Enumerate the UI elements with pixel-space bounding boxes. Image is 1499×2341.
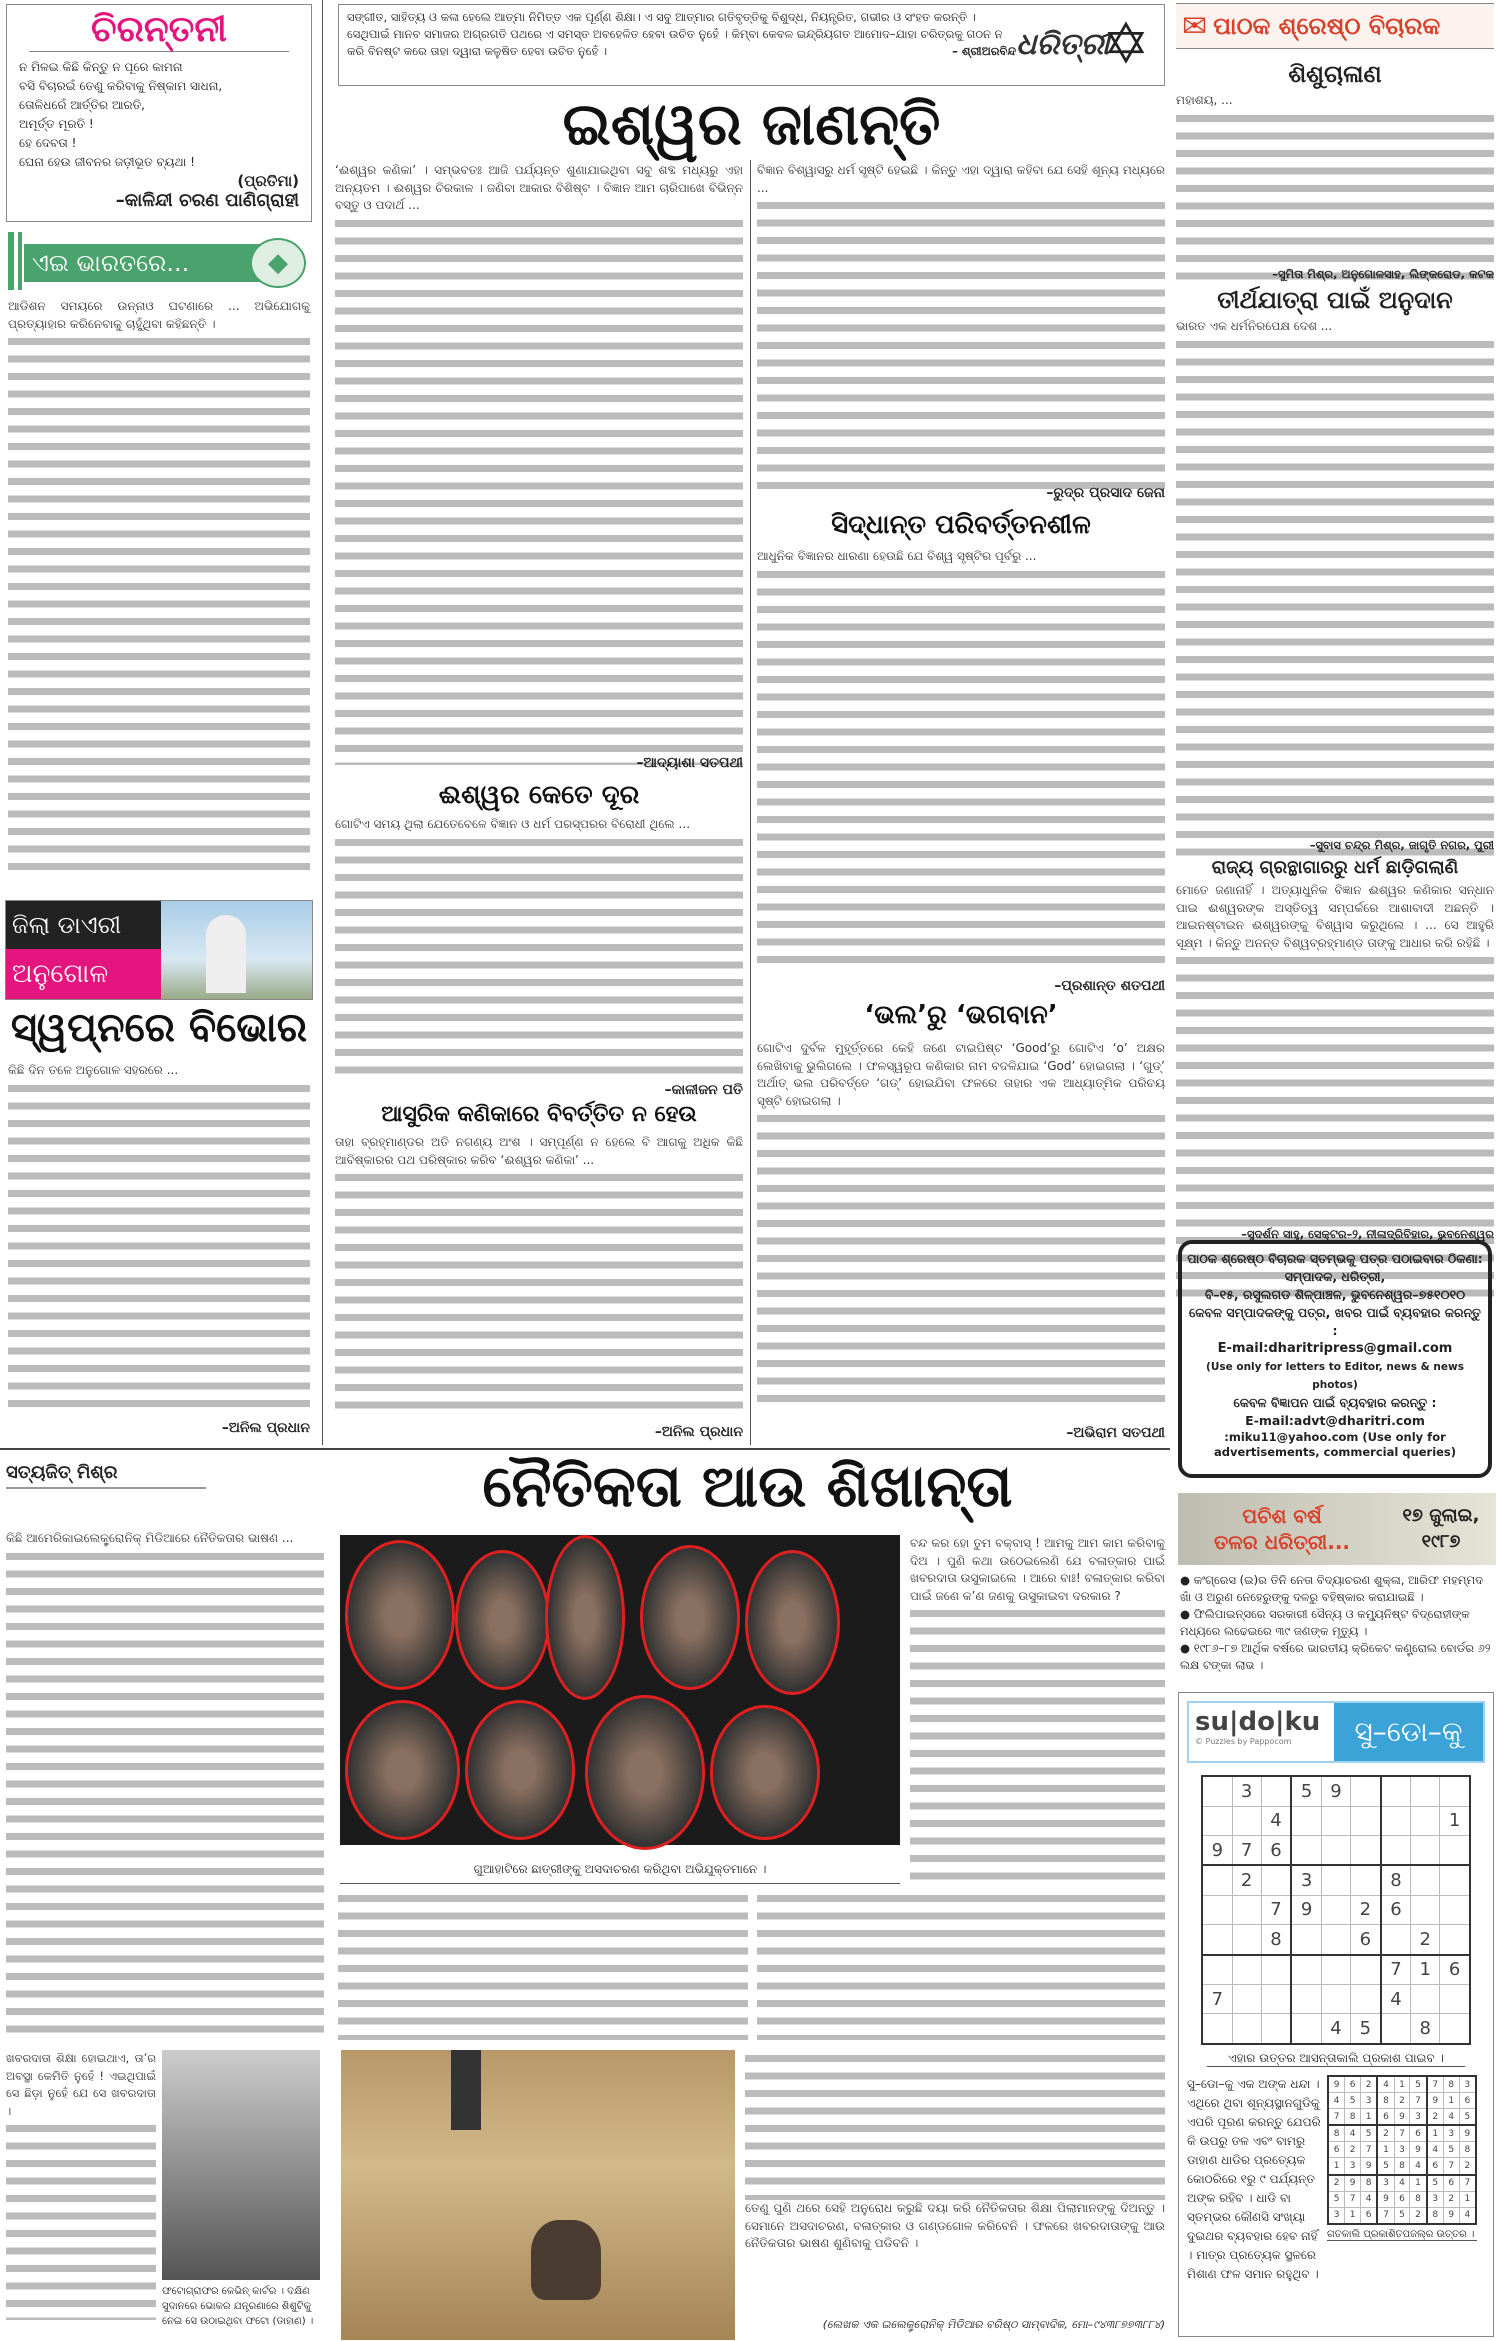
sudoku-cell[interactable] xyxy=(1381,1806,1411,1835)
sudoku-cell: 6 xyxy=(1410,2125,1427,2142)
sudoku-cell: 3 xyxy=(1459,2076,1476,2093)
sudoku-cell: 9 xyxy=(1321,1776,1350,1806)
sudoku-cell: 9 xyxy=(1345,2175,1361,2192)
sudoku-cell[interactable] xyxy=(1440,1925,1470,1955)
sudoku-cell: 1 xyxy=(1360,2109,1377,2126)
sudoku-cell: 7 xyxy=(1459,2175,1476,2192)
sudoku-cell[interactable] xyxy=(1411,1806,1440,1835)
quote-text: ସଙ୍ଗୀତ, ସାହିତ୍ୟ ଓ କଳା ହେଲେ ଆତ୍ମା ନିମିତ୍ତ ଏକ ପୂର୍ଣ୍ଣ ଶିକ୍ଷା। ଏ ସବୁ ଆତ୍ମାର ଗତିବୃତ୍ତିକୁ ବିଶୁଦ୍ଧ, ନିୟନ୍ତ୍ରିତ, ଗଭୀର ଓ ସଂହତ କରନ୍ତି । ସେଥିପାଇଁ ମାନବ ସମାଜର ଅଗ୍ରଗତି ପଥରେ ଏ ସମସ୍ତ ଅବହେଳିତ ହେବା ଉଚିତ ନୁହେଁ । କିମ୍ବା କେବଳ ଇନ୍ଦ୍ରିୟଗତ ଆମୋଦ–ଯାହା ଚରିତ୍ରକୁ ଗଠନ ନ କରି ବିନଷ୍ଟ କରେ ତାହା ଦ୍ୱାରା କଳୁଷିତ ହେବା ଉଚିତ ନୁହେଁ । xyxy=(347,10,1003,58)
sudoku-cell: 6 xyxy=(1377,2109,1394,2126)
sudoku-cell: 5 xyxy=(1345,2093,1361,2109)
author-footnote: (ଲେଖକ ଏକ ଇଲେକ୍ଟ୍ରୋନିକ୍ ମିଡିଆର ବରିଷ୍ଠ ସାମ୍ବାଦିକ, ମୋ–୯୪୩୮୭୭୩୮୮୪) xyxy=(822,2318,1165,2331)
sudoku-cell: 8 xyxy=(1381,1865,1411,1895)
contact-line: ପାଠକ ଶ୍ରେଷ୍ଠ ବିଚାରକ ସ୍ତମ୍ଭକୁ ପତ୍ର ପଠାଇବାର ଠିକଣା: xyxy=(1187,1251,1483,1266)
sudoku-cell[interactable] xyxy=(1232,1895,1261,1924)
column-divider xyxy=(322,0,323,1445)
sudoku-cell[interactable] xyxy=(1350,1835,1380,1865)
subheadline: ଈଶ୍ୱର କେତେ ଦୂର xyxy=(438,780,640,810)
sudoku-cell[interactable] xyxy=(1381,1776,1411,1806)
feature-headline: ନୈତିକତା ଆଉ ଶିଖାନ୍ତା xyxy=(482,1452,1013,1520)
news-bullet: ● ୧୯୮୬–୮୭ ଆର୍ଥିକ ବର୍ଷରେ ଭାରତୀୟ କ୍ରିକେଟ କଣ୍ଟ୍ରୋଲ ବୋର୍ଡର ୬୨ ଲକ୍ଷ ଟଙ୍କା ଲାଭ । xyxy=(1180,1641,1491,1672)
sudoku-cell: 4 xyxy=(1360,2191,1377,2207)
sudoku-cell: 4 xyxy=(1321,2014,1350,2044)
sudoku-cell[interactable] xyxy=(1381,2014,1411,2044)
sudoku-cell[interactable] xyxy=(1411,1895,1440,1924)
contact-line: କେବଳ ସମ୍ପାଦକଙ୍କୁ ପତ୍ର, ଖବର ପାଇଁ ବ୍ୟବହାର କରନ୍ତୁ : xyxy=(1189,1305,1481,1338)
letter-text: ମୋତେ ଜଣାନାହିଁ । ଅତ୍ୟାଧୁନିକ ବିଜ୍ଞାନ ଈଶ୍ୱର କଣିକାର ସନ୍ଧାନ ପାଇ ଈଶ୍ୱରଙ୍କ ଅସ୍ତିତ୍ୱ ସମ୍ପର୍କରେ ଆଶାବାଦୀ ଅଛନ୍ତି । ଆଇନଷ୍ଟାଇନ ଈଶ୍ୱରଙ୍କୁ ବିଶ୍ୱାସ କରୁଥିଲେ । ... ସେ ଆହୁରି ସୂକ୍ଷ୍ମ । କିନ୍ତୁ ଅନନ୍ତ ବିଶ୍ୱବ୍ରହ୍ମାଣ୍ଡ ତାଙ୍କୁ ଆଧାର କରି ରହିଛି । xyxy=(1176,882,1494,1227)
sudoku-cell[interactable] xyxy=(1291,1835,1321,1865)
sudoku-cell: 7 xyxy=(1394,2125,1410,2142)
sudoku-grid[interactable] xyxy=(1201,1775,1471,2045)
sudoku-cell: 7 xyxy=(1345,2191,1361,2207)
column-divider xyxy=(750,160,751,1445)
sudoku-cell[interactable] xyxy=(1232,1925,1261,1955)
sudoku-cell: 7 xyxy=(1381,1955,1411,1985)
sudoku-cell: 3 xyxy=(1443,2125,1459,2142)
answer-note: ଏହାର ଉତ୍ତର ଆସନ୍ତାକାଲି ପ୍ରକାଶ ପାଇବ । xyxy=(1207,2051,1465,2067)
sudoku-cell: 8 xyxy=(1427,2207,1444,2224)
sudoku-cell[interactable] xyxy=(1350,1865,1380,1895)
highlight-circle xyxy=(745,1550,840,1695)
sudoku-cell: 5 xyxy=(1443,2142,1459,2158)
sudoku-cell[interactable] xyxy=(1232,2014,1261,2044)
sudoku-cell: 6 xyxy=(1345,2076,1361,2093)
sudoku-cell: 7 xyxy=(1427,2076,1444,2093)
letter-byline: –ସୁମିତା ମିଶ୍ର, ଅନୁଗୋଳସାହ, ଲିଙ୍କରୋଡ, କଟକ xyxy=(1272,267,1494,281)
sudoku-cell: 5 xyxy=(1377,2158,1394,2175)
sudoku-cell: 9 xyxy=(1377,2191,1394,2207)
sudoku-cell: 1 xyxy=(1377,2142,1394,2158)
main-col2c-text: ଗୋଟିଏ ଦୁର୍ବଳ ମୁହୂର୍ତ୍ତରେ କେହି ଜଣେ ଟାଇପିଷ୍ଟ ‘Good’ରୁ ଗୋଟିଏ ‘o’ ଅକ୍ଷର ଲେଖିବାକୁ ଭୁଲିଗଲେ । ଫଳସ୍ୱରୂପ କଣିକାର ନାମ ବଦଳିଯାଇ ‘God’ ହୋଇଗଲା । ‘ଗୁଡ୍’ ଅର୍ଥାତ୍ ଭଲ ପରିବର୍ତ୍ତେ ‘ଗଡ୍’ ହୋଇଯିବା ଫଳରେ ତାହାର ଏକ ଆଧ୍ୟାତ୍ମିକ ପରିଚୟ ସୃଷ୍ଟି ହୋଇଗଲା । xyxy=(757,1040,1165,1425)
sudoku-cell[interactable] xyxy=(1202,1925,1232,1955)
sudoku-cell: 3 xyxy=(1360,2093,1377,2109)
sudoku-cell[interactable] xyxy=(1321,1955,1350,1985)
highlight-circle xyxy=(545,1535,625,1700)
sudoku-cell: 5 xyxy=(1394,2207,1410,2224)
sudoku-cell[interactable] xyxy=(1261,1776,1291,1806)
sudoku-cell: 4 xyxy=(1443,2109,1459,2126)
sudoku-cell[interactable] xyxy=(1440,1985,1470,2014)
letter-text: ଭାରତ ଏକ ଧର୍ମନିରପେକ୍ଷ ଦେଶ ... xyxy=(1176,318,1494,838)
sudoku-cell[interactable] xyxy=(1440,1776,1470,1806)
sudoku-cell: 7 xyxy=(1443,2158,1459,2175)
sudoku-cell: 1 xyxy=(1440,1806,1470,1835)
letter-text: ମହାଶୟ, ... xyxy=(1176,92,1494,267)
sudoku-cell[interactable] xyxy=(1261,2014,1291,2044)
anniversary-title: ପଚିଶ ବର୍ଷ xyxy=(1242,1504,1322,1528)
sudoku-cell: 6 xyxy=(1360,2207,1377,2224)
anniversary-title: ତଳର ଧରିତ୍ରୀ... xyxy=(1213,1530,1351,1554)
sudoku-cell: 9 xyxy=(1459,2125,1476,2142)
feature-mid-text xyxy=(757,1890,1165,2040)
jila-diary-label: ଜିଲା ଡାଏରୀ xyxy=(6,901,161,949)
sudoku-cell: 6 xyxy=(1440,1955,1470,1985)
subheadline: ଆସୁରିକ କଣିକାରେ ବିବର୍ତ୍ତିତ ନ ହେଉ xyxy=(381,1102,697,1127)
sudoku-cell[interactable] xyxy=(1381,1925,1411,1955)
letters-section-title: ପାଠକ ଶ୍ରେଷ୍ଠ ବିଚାରକ xyxy=(1213,12,1441,40)
letters-header xyxy=(1176,3,1494,49)
sudoku-cell: 8 xyxy=(1410,2191,1427,2207)
sudoku-cell: 3 xyxy=(1410,2109,1427,2126)
advt-email-note[interactable]: :miku11@yahoo.com (Use only for advertisements, commercial queries) xyxy=(1213,1430,1457,1459)
sudoku-cell: 3 xyxy=(1291,1865,1321,1895)
sudoku-cell: 9 xyxy=(1291,1895,1321,1924)
anniversary-date: ୧୭ ଜୁଲାଇ, xyxy=(1402,1505,1480,1526)
poem xyxy=(19,58,299,172)
sudoku-cell: 7 xyxy=(1328,2109,1345,2126)
sudoku-cell[interactable] xyxy=(1321,1865,1350,1895)
sudoku-cell: 7 xyxy=(1261,1895,1291,1924)
sudoku-cell: 1 xyxy=(1345,2207,1361,2224)
letters-list xyxy=(1176,56,1494,1242)
poem-line: ଘେନା ହେଉ ଜୀବନର ଜଡ଼ୀଭୂତ ବ୍ୟଥା ! xyxy=(19,155,195,169)
byline: –ଅଭିରାମ ସତପଥୀ xyxy=(1066,1425,1165,1441)
poem-line: ଅମୂର୍ତ୍ତ ମୂରତି ! xyxy=(19,117,94,131)
sudoku-cell[interactable] xyxy=(1411,1835,1440,1865)
sudoku-brand: su xyxy=(1195,1707,1229,1737)
contact-line: ବି–୧୫, ରସୁଲଗଡ ଶିଳ୍ପାଞ୍ଚଳ, ଭୁବନେଶ୍ୱର–୭୫୧୦୧୦ xyxy=(1204,1287,1466,1302)
sudoku-cell: 7 xyxy=(1232,1835,1261,1865)
sudoku-cell[interactable] xyxy=(1291,1806,1321,1835)
sudoku-cell: 8 xyxy=(1345,2109,1361,2126)
sudoku-box xyxy=(1178,1692,1494,2337)
sudoku-cell: 3 xyxy=(1427,2191,1444,2207)
sudoku-cell: 1 xyxy=(1411,1955,1440,1985)
sudoku-cell[interactable] xyxy=(1411,1865,1440,1895)
letter-title: ଶିଶୁଚାଳାଣ xyxy=(1288,60,1382,88)
sudoku-cell: 2 xyxy=(1443,2191,1459,2207)
sudoku-cell: 2 xyxy=(1459,2158,1476,2175)
solution-caption: ଗତକାଲି ପ୍ରକାଶିତପଜଲ୍‌ର ଉତ୍ତର । xyxy=(1327,2229,1477,2241)
sudoku-cell: 8 xyxy=(1261,1925,1291,1955)
sudoku-cell[interactable] xyxy=(1440,1835,1470,1865)
feature-left-text: କିଛି ଆମେରିକାଇଲେକ୍ଟ୍ରୋନିକ୍‌ ମିଡିଆରେ ନୈତିକତାର ଭାଷଣ ... xyxy=(6,1530,324,2045)
solution-grid xyxy=(1327,2075,1477,2225)
sudoku-cell: 9 xyxy=(1360,2158,1377,2175)
sudoku-cell: 6 xyxy=(1459,2093,1476,2109)
swapnare-text: କିଛି ଦିନ ତଳେ ଅନୁଗୋଳ ସହରରେ ... xyxy=(8,1062,310,1422)
letter-title: ତୀର୍ଥଯାତ୍ରା ପାଇଁ ଅନୁଦାନ xyxy=(1217,286,1453,314)
sudoku-cell: 2 xyxy=(1377,2125,1394,2142)
sudoku-cell: 4 xyxy=(1328,2093,1345,2109)
photographer-photo xyxy=(162,2050,320,2280)
quote-box xyxy=(338,4,1165,86)
sudoku-cell: 5 xyxy=(1427,2175,1444,2192)
sudoku-cell: 2 xyxy=(1394,2093,1410,2109)
district-label: ଅନୁଗୋଳ xyxy=(6,949,161,999)
main-col1c-text: ତାହା ବ୍ରହ୍ମାଣ୍ଡର ଅତି ନଗଣ୍ୟ ଅଂଶ । ସମ୍ପୂର୍ଣ୍ଣ ନ ହେଲେ ବି ଆଗକୁ ଅଧିକ କିଛି ଆବିଷ୍କାରର ପଥ ପରିଷ୍କାର କରିବ ‘ଈଶ୍ୱର କଣିକା’ ... xyxy=(335,1134,743,1422)
sudoku-credit: © Puzzles by Pappocom xyxy=(1195,1737,1292,1746)
poem-source: (ପ୍ରତିମା) xyxy=(237,172,299,190)
feature-mid-text xyxy=(338,1890,748,2040)
sudoku-cell: 9 xyxy=(1394,2109,1410,2126)
star-emblem-icon: ✡ xyxy=(1102,12,1150,77)
sudoku-cell: 6 xyxy=(1261,1835,1291,1865)
byline: –ଆଦ୍ୟାଶା ସତପଥୀ xyxy=(636,755,743,771)
highlight-circle xyxy=(345,1540,455,1690)
anniversary-bullets xyxy=(1180,1572,1494,1674)
sudoku-cell: 3 xyxy=(1394,2142,1410,2158)
byline: –ଅନିଲ ପ୍ରଧାନ xyxy=(221,1420,310,1436)
sudoku-cell: 7 xyxy=(1410,2093,1427,2109)
sudoku-cell[interactable] xyxy=(1232,1806,1261,1835)
sudoku-cell: 9 xyxy=(1427,2093,1444,2109)
sudoku-cell: 3 xyxy=(1377,2175,1394,2192)
temple-photo xyxy=(161,901,312,999)
envelope-pen-icon: ✉ xyxy=(1182,8,1208,44)
sudoku-cell[interactable] xyxy=(1321,1835,1350,1865)
feature-bottom-text: ତେଣୁ ପୁଣି ଥରେ ସେହି ଅନୁରୋଧ କରୁଛି ଦୟା କରି ନୈତିକତାର ଶିକ୍ଷା ପିଲାମାନଙ୍କୁ ଦିଅନ୍ତୁ । ସେମାନେ ଅସଦାଚରଣ, ବଳାତ୍କାର ଓ ଗଣ୍ଡଗୋଳ କରିବେନି । ଫଳରେ ଖବରଦାତାଙ୍କୁ ଆଉ ନୈତିକତାର ଭାଷଣ ଶୁଣିବାକୁ ପଡିବନି । xyxy=(745,2050,1165,2310)
sudoku-cell[interactable] xyxy=(1261,1865,1291,1895)
sudoku-cell[interactable] xyxy=(1350,1985,1380,2014)
sudoku-header: su|do|ku © Puzzles by Pappocom ସୁ–ଡୋ–କୁ xyxy=(1187,1701,1485,1763)
sudoku-cell: 6 xyxy=(1381,1895,1411,1924)
byline: –ପ୍ରଶାନ୍ତ ଶତପଥୀ xyxy=(1054,978,1165,994)
sudoku-cell: 1 xyxy=(1443,2093,1459,2109)
sudoku-cell: 7 xyxy=(1202,1985,1232,2014)
poem-author: –କାଳିନ୍ଦୀ ଚରଣ ପାଣିଗ୍ରାହୀ xyxy=(115,190,299,211)
anniversary-banner xyxy=(1178,1493,1496,1565)
sudoku-cell[interactable] xyxy=(1232,1955,1261,1985)
sudoku-cell: 2 xyxy=(1360,2076,1377,2093)
poem-line: ହେ ଦେବତା ! xyxy=(19,136,77,150)
sudoku-cell: 9 xyxy=(1410,2142,1427,2158)
sudoku-cell: 5 xyxy=(1360,2125,1377,2142)
sudoku-cell: 5 xyxy=(1459,2109,1476,2126)
sudoku-cell[interactable] xyxy=(1381,1835,1411,1865)
photo-caption: ଗୁଆହାଟିରେ ଛାତ୍ରୀଙ୍କୁ ଅସଦାଚରଣ କରିଥିବା ଅଭିଯୁକ୍ତମାନେ । xyxy=(340,1862,900,1884)
sudoku-cell: 2 xyxy=(1328,2175,1345,2192)
main-headline: ଇଶ୍ୱର ଜାଣନ୍ତି xyxy=(562,90,941,158)
contact-line: (Use only for letters to Editor, news & news photos) xyxy=(1206,1361,1464,1391)
poem-line: ତୋଳିଧରେଁ ଆର୍ତ୍ତିର ଆରତି, xyxy=(19,98,145,112)
main-col1-text: ‘ଈଶ୍ୱର କଣିକା’ । ସମ୍ଭବତଃ ଆଜି ପର୍ଯ୍ୟନ୍ତ ଶୁଣାଯାଇଥିବା ସବୁ ଶବ୍ଦ ମଧ୍ୟରୁ ଏହା ଅନ୍ୟତମ । ଈଶ୍ୱର ଚିରକାଳ । ଜଣିବା ଆକାର ବିଶିଷ୍ଟ । ବିଜ୍ଞାନ ଆମ ଚାରିପାଖେ ବିଭିନ୍ନ ବସ୍ତୁ ଓ ପଦାର୍ଥ ... xyxy=(335,162,743,757)
sudoku-cell: 4 xyxy=(1427,2142,1444,2158)
feature-author: ସତ୍ୟଜିତ୍ ମିଶ୍ର xyxy=(6,1462,206,1489)
highlight-circle xyxy=(710,1705,820,1840)
chirantani-box xyxy=(6,4,312,222)
sudoku-brand: do xyxy=(1238,1707,1275,1737)
sudoku-cell[interactable] xyxy=(1350,1955,1380,1985)
sudoku-cell: 6 xyxy=(1350,1925,1380,1955)
news-bullet: ● ଫିଲିପାଇନ୍ସରେ ସରକାରୀ ସୈନ୍ୟ ଓ କମ୍ୟୁନିଷ୍ଟ ବିଦ୍ରୋହୀଙ୍କ ମଧ୍ୟରେ ଲଢେଇରେ ୩୯ ଜଣଙ୍କ ମୃତ୍ୟୁ । xyxy=(1180,1607,1470,1638)
highlight-circle xyxy=(455,1550,550,1690)
sudoku-cell: 9 xyxy=(1202,1835,1232,1865)
byline: –କାଳୀଜନ ପତି xyxy=(664,1082,743,1098)
poem-line: ବସି ବିଚାରଇଁ ତେଣୁ କରିବାକୁ ନିଷ୍କାମ ସାଧନା, xyxy=(19,79,223,93)
sudoku-cell: 4 xyxy=(1261,1806,1291,1835)
ei-bharatare-text: ଆଡିଶନ ସମୟରେ ଉନ୍ନାଓ ଘଟଣାରେ ... ଅଭିଯୋଗକୁ ପ୍ରତ୍ୟାହାର କରିନେବାକୁ ଚାହୁଁଥିବା କହିଛନ୍ତି । xyxy=(8,298,310,878)
advt-email-link[interactable]: E-mail:advt@dharitri.com xyxy=(1245,1413,1425,1428)
sudoku-cell: 3 xyxy=(1328,2207,1345,2224)
sudoku-cell[interactable] xyxy=(1321,1925,1350,1955)
ei-bharatare-banner xyxy=(8,232,308,290)
letter-title: ରାଜ୍ୟ ଗ୍ରନ୍ଥାଗାରରୁ ଧର୍ମ ଛାଡ଼ିଗଲାଣି xyxy=(1211,857,1459,878)
sudoku-cell[interactable] xyxy=(1291,1925,1321,1955)
quote-author: – ଶ୍ରୀଅରବିନ୍ଦ xyxy=(952,44,1016,58)
letter-item xyxy=(1176,857,1494,1242)
contact-box xyxy=(1178,1240,1492,1478)
sudoku-cell: 5 xyxy=(1410,2076,1427,2093)
sudoku-cell: 1 xyxy=(1427,2125,1444,2142)
sudoku-cell: 9 xyxy=(1328,2076,1345,2093)
sudoku-cell: 4 xyxy=(1377,2076,1394,2093)
sudoku-cell: 1 xyxy=(1328,2158,1345,2175)
sudoku-cell: 8 xyxy=(1328,2125,1345,2142)
sudoku-cell: 6 xyxy=(1328,2142,1345,2158)
highlight-circle xyxy=(345,1700,460,1840)
sudoku-cell[interactable] xyxy=(1261,1985,1291,2014)
sudoku-cell[interactable] xyxy=(1202,1865,1232,1895)
sudoku-cell: 1 xyxy=(1410,2175,1427,2192)
sudoku-cell[interactable] xyxy=(1350,1776,1380,1806)
sudoku-cell[interactable] xyxy=(1411,1985,1440,2014)
sudoku-cell: 6 xyxy=(1394,2191,1410,2207)
feature-right-text: ବନ୍ଦ କର ହୋ ତୁମ ବକ୍‌ବାସ୍ ! ଆମକୁ ଆମ କାମ କରିବାକୁ ଦିଅ । ପୁଣି କଥା ଉଠେଇଲେଣି ଯେ ବଳାତ୍କାର ପାଇଁ ଖବରଦାତା ଉସୁକାଇଲେ । ଆରେ ବାଃ! ବଳାତ୍କାର କରିବା ପାଇଁ ଜଣେ କ’ଣ ଜଣକୁ ଉସୁକାଇବା ଦରକାର ? xyxy=(910,1535,1165,1880)
sudoku-cell: 9 xyxy=(1443,2207,1459,2224)
sudoku-cell[interactable] xyxy=(1202,1895,1232,1924)
chirantani-title: ଚିରନ୍ତନୀ xyxy=(29,9,289,52)
sudoku-cell: 2 xyxy=(1232,1865,1261,1895)
news-bullet: ● କଂଗ୍ରେସ (ଇ)ର ତିନି ନେତା ବିଦ୍ୟାଚରଣ ଶୁକ୍ଳା, ଆରିଫ ମହମ୍ମଦ ଖାଁ ଓ ଅରୁଣ ନେହେରୁଙ୍କୁ ଦଳରୁ ବହିଷ୍କାର କରାଯାଇଛି । xyxy=(1180,1573,1483,1604)
anniversary-year: ୧୯୮୭ xyxy=(1421,1531,1461,1552)
contact-line: କେବଳ ବିଜ୍ଞାପନ ପାଇଁ ବ୍ୟବହାର କରନ୍ତୁ : xyxy=(1233,1395,1437,1410)
sudoku-cell[interactable] xyxy=(1202,2014,1232,2044)
sudoku-cell: 8 xyxy=(1443,2076,1459,2093)
main-col2b-text: ଆଧୁନିକ ବିଜ୍ଞାନର ଧାରଣା ହେଉଛି ଯେ ବିଶ୍ୱ ସୃଷ୍ଟିର ପୂର୍ବରୁ ... xyxy=(757,548,1165,978)
sudoku-cell: 8 xyxy=(1459,2142,1476,2158)
sudoku-cell: 1 xyxy=(1459,2191,1476,2207)
ei-bharatare-label: ଏଇ ଭାରତରେ... xyxy=(24,244,264,282)
sudoku-cell: 4 xyxy=(1381,1985,1411,2014)
sudoku-cell: 5 xyxy=(1291,1776,1321,1806)
sudoku-cell[interactable] xyxy=(1232,1985,1261,2014)
sudoku-cell[interactable] xyxy=(1291,2014,1321,2044)
byline: –ଅନିଲ ପ୍ରଧାନ xyxy=(335,1424,743,1440)
sudoku-cell[interactable] xyxy=(1291,1955,1321,1985)
sudoku-cell: 4 xyxy=(1410,2158,1427,2175)
contact-line: ସମ୍ପାଦକ, ଧରିତ୍ରୀ, xyxy=(1284,1269,1386,1284)
sudoku-cell[interactable] xyxy=(1440,1865,1470,1895)
sudoku-cell: 7 xyxy=(1377,2207,1394,2224)
sudoku-cell: 4 xyxy=(1345,2125,1361,2142)
sudoku-cell: 5 xyxy=(1350,2014,1380,2044)
jila-diary-banner xyxy=(5,900,313,1000)
vulture-child-photo xyxy=(341,2050,735,2340)
accused-photo-collage xyxy=(340,1535,900,1845)
dharitri-logo: ଧରିତ୍ରୀ xyxy=(1016,27,1110,62)
sudoku-cell[interactable] xyxy=(1411,1776,1440,1806)
sudoku-cell[interactable] xyxy=(1350,1806,1380,1835)
feature-left-bottom: ଖବରଦାତା ଶିକ୍ଷା ହୋଇଥାଏ, ତା’ର ଅବସ୍ଥା କେମିତି ନୁହେଁ ! ଏଇଥିପାଇଁ ସେ ଛିଡ଼ା ନୁହେଁ ଯେ ସେ ଖବରଦାତା । xyxy=(6,2050,156,2335)
letter-item xyxy=(1176,60,1494,282)
poem-line: ନ ମିଳଇ କିଛି କିନ୍ତୁ ନ ପୂରେ କାମନା xyxy=(19,60,183,74)
sudoku-cell: 3 xyxy=(1232,1776,1261,1806)
sudoku-cell: 2 xyxy=(1410,2207,1427,2224)
sudoku-cell: 2 xyxy=(1345,2142,1361,2158)
letter-byline: –ସୁଦର୍ଶନ ସାହୁ, ସେକ୍ଟର–୨, ନୀଳାଦ୍ରିବିହାର, ଭୁବନେଶ୍ୱର xyxy=(1241,1227,1494,1241)
swapnare-headline: ସ୍ୱପ୍ନରେ ବିଭୋର xyxy=(10,1005,308,1051)
main-col2-text: ବିଜ୍ଞାନ ବିଶ୍ୱାସରୁ ଧର୍ମ ସୃଷ୍ଟି ହେଇଛି । କିନ୍ତୁ ଏହା ଦ୍ୱାରା କହିବା ଯେ ସେହି ଶୂନ୍ୟ ମଧ୍ୟରେ ... xyxy=(757,162,1165,487)
sudoku-cell: 6 xyxy=(1443,2175,1459,2192)
sudoku-cell[interactable] xyxy=(1321,1985,1350,2014)
sudoku-cell: 8 xyxy=(1394,2158,1410,2175)
sudoku-cell: 8 xyxy=(1360,2175,1377,2192)
sudoku-cell: 2 xyxy=(1427,2109,1444,2126)
editor-email-link[interactable]: E-mail:dharitripress@gmail.com xyxy=(1217,1341,1453,1356)
sudoku-cell: 7 xyxy=(1360,2142,1377,2158)
letter-byline: –ସୁବାସ ଚନ୍ଦ୍ର ମିଶ୍ର, ଜାଗୃତି ନଗର, ପୁରୀ xyxy=(1309,838,1494,852)
sudoku-cell: 6 xyxy=(1427,2158,1444,2175)
byline: –ରୁଦ୍ର ପ୍ରସାଦ ଜେନା xyxy=(1046,485,1165,501)
highlight-circle xyxy=(465,1700,575,1840)
sudoku-cell: 1 xyxy=(1394,2076,1410,2093)
sudoku-cell: 2 xyxy=(1411,1925,1440,1955)
sudoku-cell[interactable] xyxy=(1202,1806,1232,1835)
highlight-circle xyxy=(585,1695,705,1850)
highlight-circle xyxy=(640,1545,740,1690)
letter-item xyxy=(1176,286,1494,853)
subheadline: ‘ଭଲ’ରୁ ‘ଭଗବାନ’ xyxy=(864,1000,1058,1030)
sudoku-rules: ସୁ–ଡୋ–କୁ ଏକ ଅଙ୍କ ଧନ୍ଦା । ଏଥିରେ ଥିବା ଶୂନ୍ୟସ୍ଥାନଗୁଡିକୁ ଏପରି ପୂରଣ କରନ୍ତୁ ଯେପରି କି ଉପରୁ ତଳ ଏବଂ ବାମରୁ ଡାହାଣ ଧାଡିର ପ୍ରତ୍ୟେକ କୋଠରିରେ ୧ରୁ ୯ ପର୍ଯ୍ୟନ୍ତ ଅଙ୍କ ରହିବ । ଧାଡି ବା ସ୍ତମ୍ଭର କୌଣସି ସଂଖ୍ୟା ଦୁଇଥର ବ୍ୟବହାର ହେବ ନାହିଁ । ମାତ୍ର ପ୍ରତ୍ୟେକ ସ୍ଥଳରେ ମିଶାଣ ଫଳ ସମାନ ରହୁଥିବ । xyxy=(1187,2077,1321,2281)
india-map-icon: ◆ xyxy=(250,238,306,288)
sudoku-cell[interactable] xyxy=(1440,2014,1470,2044)
sudoku-cell: 4 xyxy=(1394,2175,1410,2192)
sudoku-odia-title: ସୁ–ଡୋ–କୁ xyxy=(1334,1703,1483,1761)
subheadline: ସିଦ୍ଧାନ୍ତ ପରିବର୍ତ୍ତନଶୀଳ xyxy=(831,510,1091,540)
sudoku-brand: ku xyxy=(1284,1707,1321,1737)
section-divider xyxy=(0,1448,1170,1450)
sudoku-cell: 5 xyxy=(1328,2191,1345,2207)
sudoku-cell: 3 xyxy=(1345,2158,1361,2175)
main-col1b-text: ଗୋଟିଏ ସମୟ ଥିଲା ଯେତେବେଳେ ବିଜ୍ଞାନ ଓ ଧର୍ମ ପରସ୍ପରର ବିରୋଧୀ ଥିଲେ ... xyxy=(335,816,743,1084)
sudoku-cell: 4 xyxy=(1459,2207,1476,2224)
sudoku-cell[interactable] xyxy=(1440,1895,1470,1924)
sudoku-cell: 8 xyxy=(1377,2093,1394,2109)
sudoku-cell: 2 xyxy=(1350,1895,1380,1924)
sudoku-cell[interactable] xyxy=(1261,1955,1291,1985)
sudoku-cell: 8 xyxy=(1411,2014,1440,2044)
small-photo-caption: ଫଟୋଗ୍ରାଫର କେଭିନ୍ କାର୍ଟର । ଦକ୍ଷିଣ ସୁଦାନରେ ଭୋକର ଯନ୍ତ୍ରଣାରେ ଶିଶୁଟିକୁ ନେଇ ସେ ଉଠାଇଥିବା ଫଟୋ (ଡାହାଣ) । xyxy=(162,2286,314,2327)
sudoku-cell[interactable] xyxy=(1202,1776,1232,1806)
sudoku-cell[interactable] xyxy=(1291,1985,1321,2014)
sudoku-cell[interactable] xyxy=(1202,1955,1232,1985)
sudoku-cell[interactable] xyxy=(1321,1895,1350,1924)
sudoku-cell[interactable] xyxy=(1321,1806,1350,1835)
